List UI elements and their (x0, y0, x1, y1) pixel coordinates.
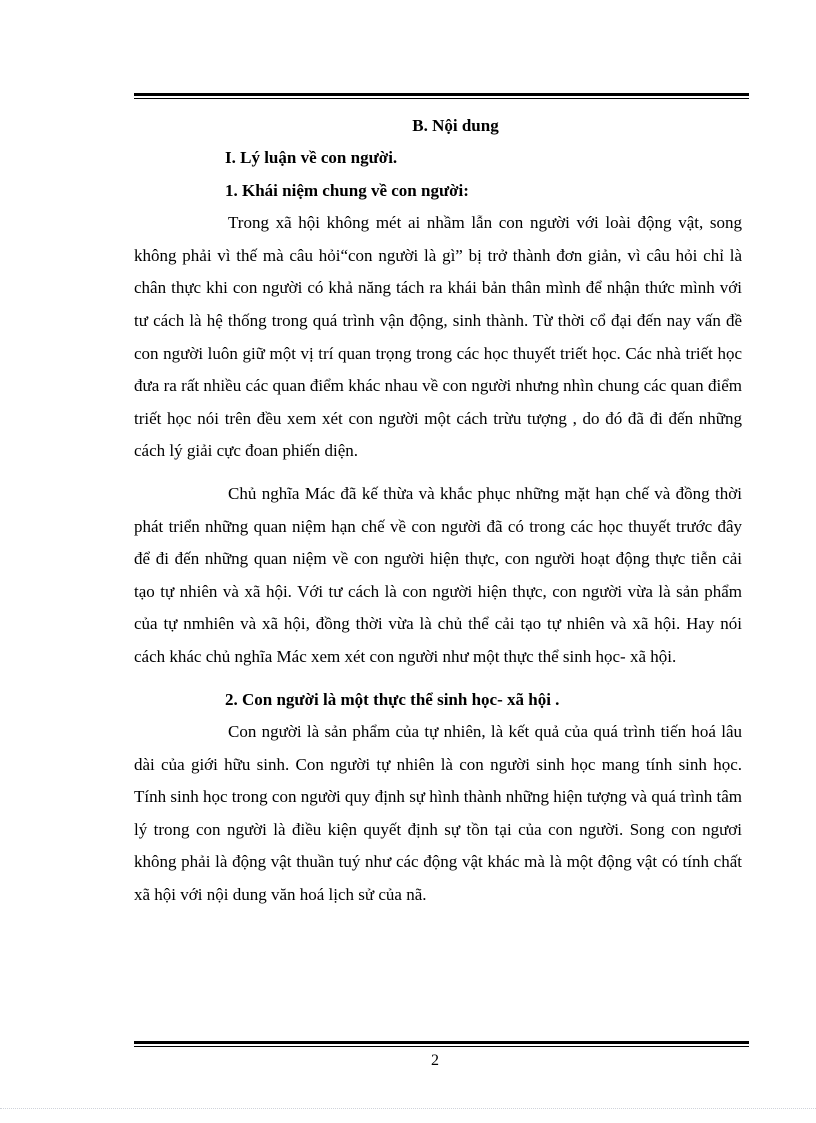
paragraph-3: Con người là sản phẩm của tự nhiên, là kết quả của quá trình tiến hoá lâu dài của giới hữu sinh. Con người tự nhiên là con người sinh học mang tính sinh học. Tính sinh học trong con người quy định sự hình thành những hiện tượng và quá trình tâm lý trong con người là điều kiện quyết định sự tồn tại của con người. Song con ngươi không phải là động vật thuần tuý như các động vật khác mà là một động vật có tính chất xã hội với nội dung văn hoá lịch sử của nã. (134, 722, 742, 905)
paragraph-gap (134, 468, 742, 478)
heading-lyluan: I. Lý luận về con người. (225, 148, 398, 167)
page-edge-dots (0, 1108, 816, 1109)
heading-thucthe: 2. Con người là một thực thể sinh học- xã hội . (225, 689, 560, 709)
page-number: 2 (431, 1052, 439, 1069)
paragraph-1: Trong xã hội không mét ai nhầm lẫn con người với loài động vật, song không phải vì thế mà câu hỏi“con người là gì” bị trở thành đơn giản, vì câu hỏi chỉ là chân thực khi con người có khả năng tách ra khái bản thân mình để nhận thức mình với tư cách là hệ thống trong quá trình vận động, sinh thành. Từ thời cổ đại đến nay vấn đề con người luôn giữ một vị trí quan trọng trong các học thuyết triết học. Các nhà triết học đưa ra rất nhiều các quan điểm khác nhau về con người nhưng nhìn chung các quan điểm triết học nói trên đều xem xét con người một cách trừu tượng , do đó đã đi đến những cách lý giải cực đoan phiến diện. (134, 213, 742, 461)
header-rule (134, 93, 749, 99)
heading-khainiem: 1. Khái niệm chung về con người: (225, 180, 469, 200)
section-title: B. Nội dung (412, 116, 499, 135)
paragraph-2: Chủ nghĩa Mác đã kế thừa và khắc phục những mặt hạn chế và đồng thời phát triển những quan niệm hạn chế về con người đã có trong các học thuyết trước đây để đi đến những quan niệm về con người hiện thực, con người hoạt động thực tiễn cải tạo tự nhiên và xã hội. Với tư cách là con người hiện thực, con người vừa là sản phẩm của tự nmhiên và xã hội, đồng thời vừa là chủ thể cải tạo tự nhiên và xã hội. Hay nói cách khác chủ nghĩa Mác xem xét con người như một thực thể sinh học- xã hội. (134, 483, 742, 666)
document-body (134, 110, 742, 912)
paragraph-gap (134, 674, 742, 684)
footer-rule (134, 1041, 749, 1047)
